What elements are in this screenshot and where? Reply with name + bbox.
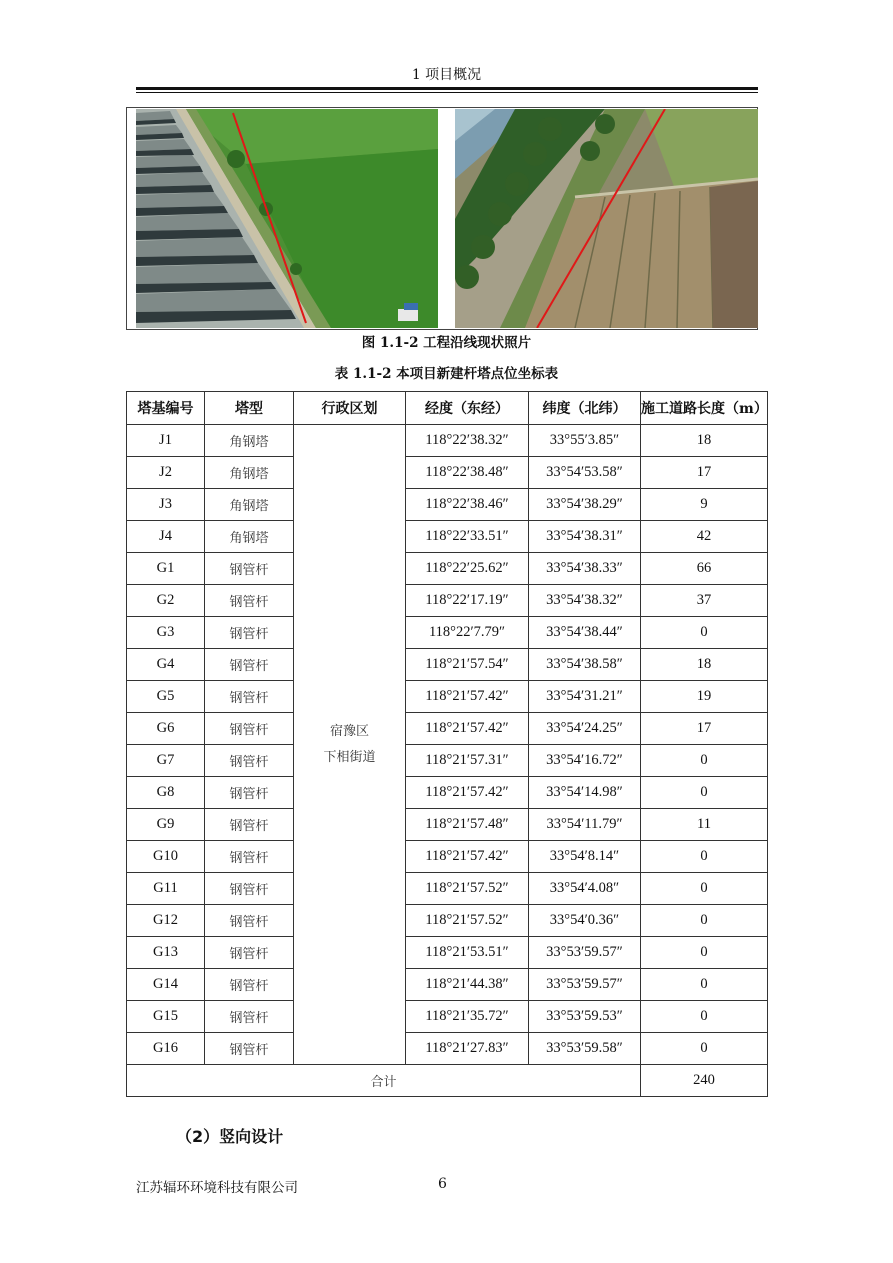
tower-id-cell: J2 bbox=[127, 457, 205, 489]
tower-type-cell: 钢管杆 bbox=[205, 777, 294, 809]
table-row bbox=[127, 585, 768, 617]
table-row bbox=[127, 681, 768, 713]
road-length-cell: 11 bbox=[641, 809, 768, 841]
table-row bbox=[127, 521, 768, 553]
tower-type-cell: 钢管杆 bbox=[205, 873, 294, 905]
tower-type-cell: 钢管杆 bbox=[205, 809, 294, 841]
tower-type-cell: 钢管杆 bbox=[205, 617, 294, 649]
tower-id-cell: G2 bbox=[127, 585, 205, 617]
table-row bbox=[127, 425, 768, 457]
tower-id-cell: G15 bbox=[127, 1001, 205, 1033]
table-row bbox=[127, 777, 768, 809]
table-row bbox=[127, 1001, 768, 1033]
latitude-cell: 33°54′53.58″ bbox=[529, 457, 641, 489]
longitude-cell: 118°21′35.72″ bbox=[406, 1001, 529, 1033]
table-row bbox=[127, 905, 768, 937]
longitude-cell: 118°22′33.51″ bbox=[406, 521, 529, 553]
tower-id-cell: G5 bbox=[127, 681, 205, 713]
table-row bbox=[127, 841, 768, 873]
tower-type-cell: 角钢塔 bbox=[205, 457, 294, 489]
table-row bbox=[127, 713, 768, 745]
figure-caption: 图 1.1-2 工程沿线现状照片 bbox=[361, 335, 532, 351]
longitude-cell: 118°22′38.32″ bbox=[406, 425, 529, 457]
road-length-cell: 0 bbox=[641, 617, 768, 649]
tower-type-cell: 钢管杆 bbox=[205, 585, 294, 617]
header-rule-thin bbox=[136, 92, 758, 93]
road-length-cell: 0 bbox=[641, 969, 768, 1001]
longitude-cell: 118°21′57.48″ bbox=[406, 809, 529, 841]
longitude-cell: 118°22′38.46″ bbox=[406, 489, 529, 521]
tower-type-cell: 钢管杆 bbox=[205, 745, 294, 777]
footer-company: 江苏辐环环境科技有限公司 bbox=[136, 1180, 298, 1196]
tower-id-cell: J4 bbox=[127, 521, 205, 553]
total-row bbox=[127, 1065, 768, 1097]
road-length-cell: 0 bbox=[641, 1001, 768, 1033]
longitude-cell: 118°21′57.42″ bbox=[406, 713, 529, 745]
tower-id-cell: G7 bbox=[127, 745, 205, 777]
longitude-cell: 118°22′17.19″ bbox=[406, 585, 529, 617]
road-length-cell: 9 bbox=[641, 489, 768, 521]
tower-id-cell: G9 bbox=[127, 809, 205, 841]
tower-id-cell: G13 bbox=[127, 937, 205, 969]
tower-type-cell: 钢管杆 bbox=[205, 649, 294, 681]
latitude-cell: 33°54′38.44″ bbox=[529, 617, 641, 649]
column-header: 施工道路长度（m） bbox=[641, 392, 768, 425]
road-length-cell: 18 bbox=[641, 425, 768, 457]
latitude-cell: 33°54′38.33″ bbox=[529, 553, 641, 585]
table-row bbox=[127, 745, 768, 777]
road-length-cell: 0 bbox=[641, 905, 768, 937]
table-row bbox=[127, 553, 768, 585]
latitude-cell: 33°54′8.14″ bbox=[529, 841, 641, 873]
table-row bbox=[127, 489, 768, 521]
column-header: 行政区划 bbox=[294, 392, 406, 425]
tower-type-cell: 钢管杆 bbox=[205, 905, 294, 937]
total-value: 240 bbox=[641, 1065, 768, 1097]
aerial-photo-roadside bbox=[455, 109, 758, 328]
table-row bbox=[127, 809, 768, 841]
latitude-cell: 33°53′59.57″ bbox=[529, 937, 641, 969]
table-row bbox=[127, 969, 768, 1001]
table-row bbox=[127, 649, 768, 681]
longitude-cell: 118°21′53.51″ bbox=[406, 937, 529, 969]
tower-type-cell: 钢管杆 bbox=[205, 553, 294, 585]
longitude-cell: 118°21′57.54″ bbox=[406, 649, 529, 681]
figure-photo-panel bbox=[126, 107, 758, 330]
tower-id-cell: G3 bbox=[127, 617, 205, 649]
latitude-cell: 33°54′38.29″ bbox=[529, 489, 641, 521]
road-length-cell: 19 bbox=[641, 681, 768, 713]
road-length-cell: 37 bbox=[641, 585, 768, 617]
latitude-cell: 33°55′3.85″ bbox=[529, 425, 641, 457]
section-heading: （2）竖向设计 bbox=[176, 1127, 284, 1146]
road-length-cell: 0 bbox=[641, 777, 768, 809]
longitude-cell: 118°21′57.42″ bbox=[406, 841, 529, 873]
tower-id-cell: G10 bbox=[127, 841, 205, 873]
road-length-cell: 17 bbox=[641, 713, 768, 745]
road-length-cell: 0 bbox=[641, 745, 768, 777]
tower-type-cell: 钢管杆 bbox=[205, 1033, 294, 1065]
table-caption: 表 1.1-2 本项目新建杆塔点位坐标表 bbox=[334, 366, 559, 382]
road-length-cell: 0 bbox=[641, 937, 768, 969]
district-cell bbox=[294, 425, 406, 1065]
latitude-cell: 33°53′59.53″ bbox=[529, 1001, 641, 1033]
latitude-cell: 33°54′14.98″ bbox=[529, 777, 641, 809]
road-length-cell: 0 bbox=[641, 1033, 768, 1065]
tower-id-cell: G16 bbox=[127, 1033, 205, 1065]
tower-type-cell: 角钢塔 bbox=[205, 521, 294, 553]
road-length-cell: 17 bbox=[641, 457, 768, 489]
latitude-cell: 33°54′38.32″ bbox=[529, 585, 641, 617]
latitude-cell: 33°54′31.21″ bbox=[529, 681, 641, 713]
latitude-cell: 33°54′4.08″ bbox=[529, 873, 641, 905]
tower-id-cell: J1 bbox=[127, 425, 205, 457]
latitude-cell: 33°54′16.72″ bbox=[529, 745, 641, 777]
tower-type-cell: 钢管杆 bbox=[205, 937, 294, 969]
longitude-cell: 118°22′7.79″ bbox=[406, 617, 529, 649]
longitude-cell: 118°21′57.42″ bbox=[406, 681, 529, 713]
latitude-cell: 33°53′59.58″ bbox=[529, 1033, 641, 1065]
road-length-cell: 0 bbox=[641, 873, 768, 905]
tower-id-cell: G1 bbox=[127, 553, 205, 585]
column-header: 塔基编号 bbox=[127, 392, 205, 425]
page-number: 6 bbox=[438, 1176, 447, 1192]
table-row bbox=[127, 937, 768, 969]
tower-id-cell: G8 bbox=[127, 777, 205, 809]
tower-id-cell: G6 bbox=[127, 713, 205, 745]
road-length-cell: 66 bbox=[641, 553, 768, 585]
longitude-cell: 118°21′27.83″ bbox=[406, 1033, 529, 1065]
tower-type-cell: 钢管杆 bbox=[205, 1001, 294, 1033]
tower-id-cell: J3 bbox=[127, 489, 205, 521]
longitude-cell: 118°21′44.38″ bbox=[406, 969, 529, 1001]
running-header: 1 项目概况 bbox=[411, 67, 482, 83]
total-label: 合计 bbox=[127, 1065, 641, 1097]
tower-type-cell: 角钢塔 bbox=[205, 425, 294, 457]
tower-type-cell: 角钢塔 bbox=[205, 489, 294, 521]
tower-id-cell: G4 bbox=[127, 649, 205, 681]
table-header-row bbox=[127, 392, 768, 425]
table-row bbox=[127, 1033, 768, 1065]
tower-id-cell: G14 bbox=[127, 969, 205, 1001]
column-header: 经度（东经） bbox=[406, 392, 529, 425]
latitude-cell: 33°54′38.58″ bbox=[529, 649, 641, 681]
tower-type-cell: 钢管杆 bbox=[205, 969, 294, 1001]
latitude-cell: 33°54′24.25″ bbox=[529, 713, 641, 745]
tower-id-cell: G11 bbox=[127, 873, 205, 905]
district-line: 宿豫区 bbox=[329, 723, 369, 739]
road-length-cell: 0 bbox=[641, 841, 768, 873]
tower-type-cell: 钢管杆 bbox=[205, 681, 294, 713]
road-length-cell: 42 bbox=[641, 521, 768, 553]
column-header: 纬度（北纬） bbox=[529, 392, 641, 425]
aerial-photo-greenhouses bbox=[136, 109, 438, 328]
longitude-cell: 118°21′57.52″ bbox=[406, 873, 529, 905]
tower-type-cell: 钢管杆 bbox=[205, 713, 294, 745]
longitude-cell: 118°22′38.48″ bbox=[406, 457, 529, 489]
tower-coordinate-table bbox=[126, 391, 768, 1097]
column-header: 塔型 bbox=[205, 392, 294, 425]
table-row bbox=[127, 873, 768, 905]
tower-id-cell: G12 bbox=[127, 905, 205, 937]
longitude-cell: 118°21′57.42″ bbox=[406, 777, 529, 809]
district-line: 下相街道 bbox=[323, 749, 376, 765]
longitude-cell: 118°22′25.62″ bbox=[406, 553, 529, 585]
road-length-cell: 18 bbox=[641, 649, 768, 681]
latitude-cell: 33°54′0.36″ bbox=[529, 905, 641, 937]
table-row bbox=[127, 457, 768, 489]
longitude-cell: 118°21′57.31″ bbox=[406, 745, 529, 777]
latitude-cell: 33°54′11.79″ bbox=[529, 809, 641, 841]
tower-type-cell: 钢管杆 bbox=[205, 841, 294, 873]
header-rule-thick bbox=[136, 87, 758, 90]
latitude-cell: 33°54′38.31″ bbox=[529, 521, 641, 553]
latitude-cell: 33°53′59.57″ bbox=[529, 969, 641, 1001]
table-row bbox=[127, 617, 768, 649]
longitude-cell: 118°21′57.52″ bbox=[406, 905, 529, 937]
